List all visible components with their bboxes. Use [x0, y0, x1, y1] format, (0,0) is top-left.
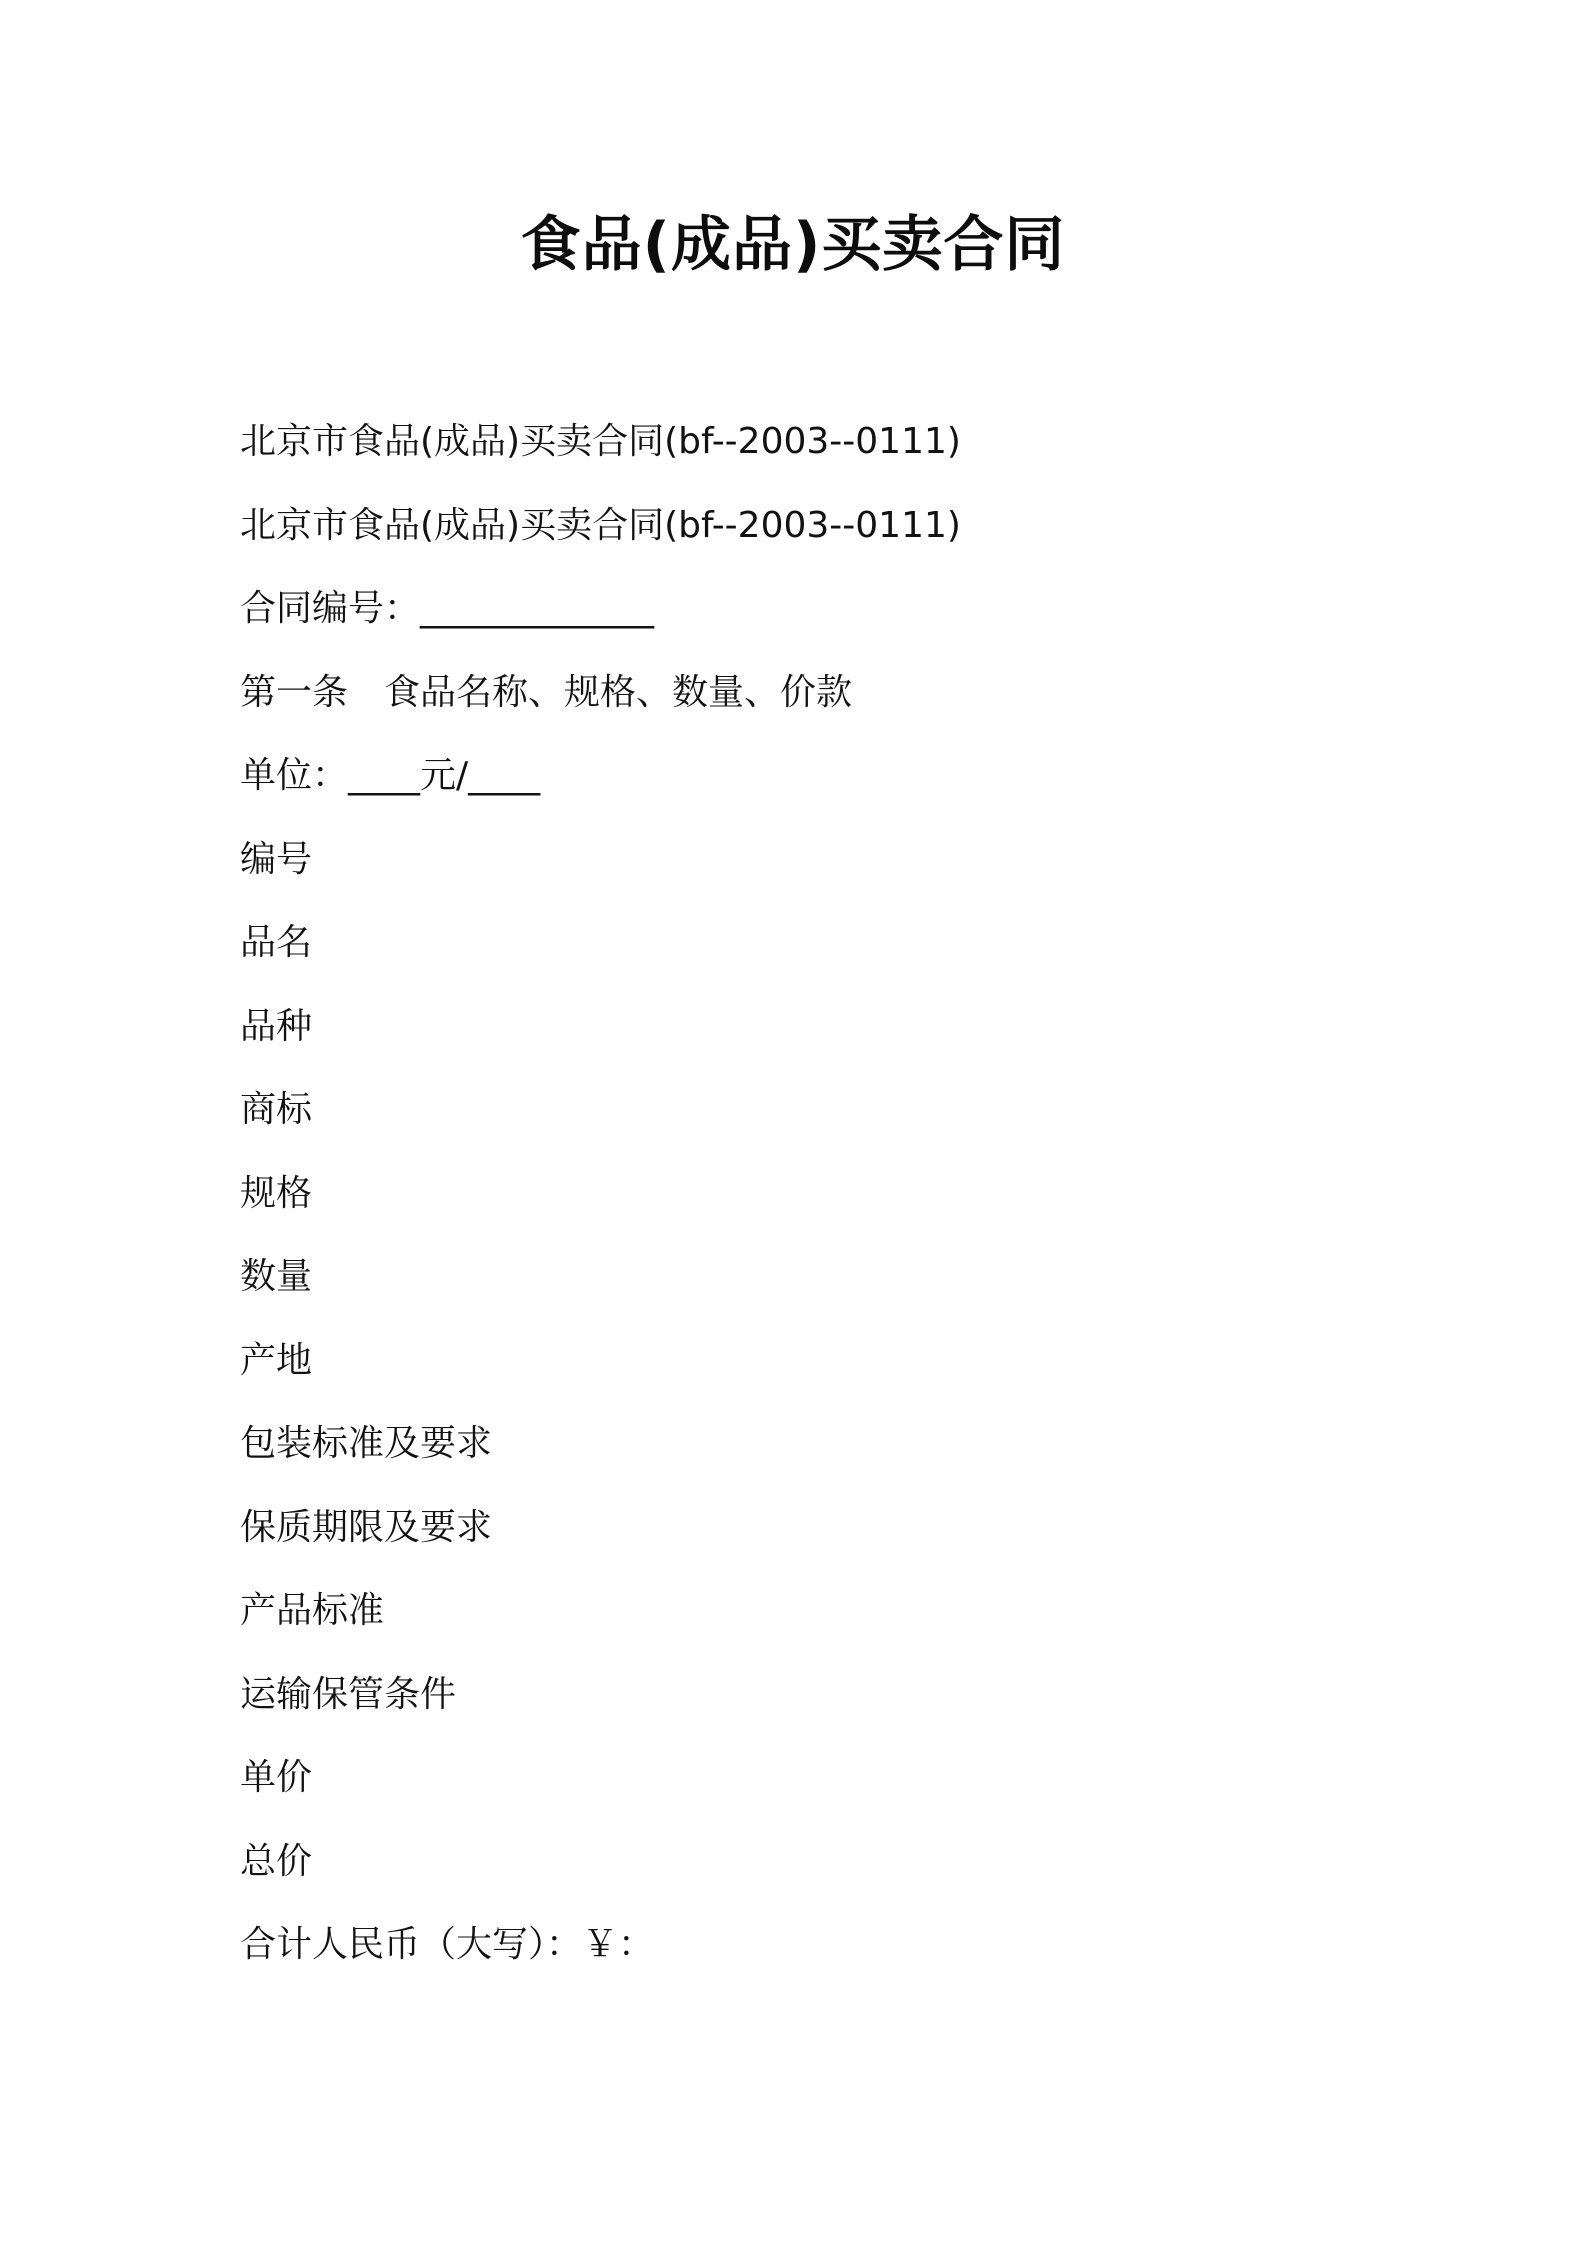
field-quantity: 数量	[240, 1256, 313, 1297]
field-number: 编号	[240, 838, 313, 880]
field-origin: 产地	[240, 1339, 313, 1381]
total-rmb-line: 合计人民币（大写）：￥：	[240, 1924, 655, 1965]
field-specification: 规格	[240, 1172, 313, 1214]
article-one-heading: 第一条 食品名称、规格、数量、价款	[240, 671, 853, 713]
field-variety: 品种	[240, 1005, 313, 1047]
contract-source-line-repeat: 北京市食品(成品)买卖合同(bf--2003--0111)	[240, 504, 961, 546]
field-transport-storage: 运输保管条件	[240, 1673, 457, 1715]
document-title: 食品(成品)买卖合同	[520, 210, 1066, 280]
document-body	[240, 400, 1400, 1987]
unit-line: 单位：____元/____	[240, 755, 541, 796]
field-product-standard: 产品标准	[240, 1590, 385, 1631]
contract-source-line: 北京市食品(成品)买卖合同(bf--2003--0111)	[240, 421, 961, 462]
field-total-price: 总价	[240, 1840, 313, 1882]
field-trademark: 商标	[240, 1089, 313, 1130]
field-product-name: 品名	[240, 922, 313, 963]
field-packaging-requirements: 包装标准及要求	[240, 1423, 493, 1464]
contract-number-line: 合同编号：_____________	[240, 588, 655, 629]
field-unit-price: 单价	[240, 1757, 313, 1798]
field-shelf-life-requirements: 保质期限及要求	[240, 1506, 493, 1548]
